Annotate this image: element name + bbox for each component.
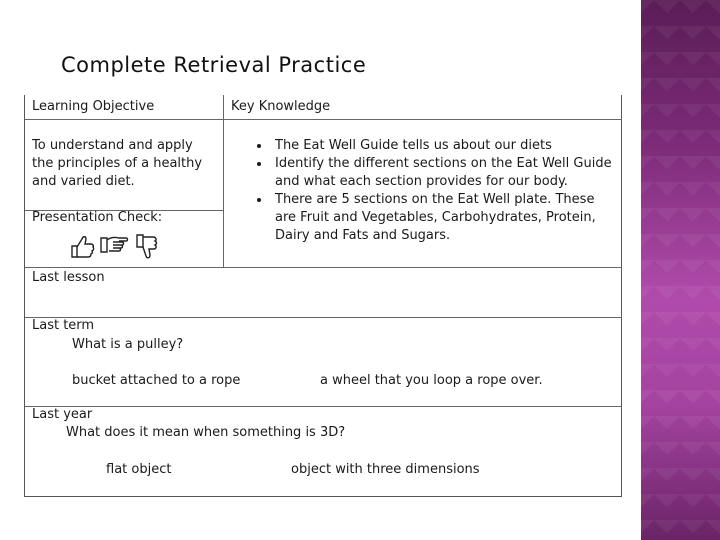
thumbs-sideways-icon bbox=[99, 232, 129, 262]
decorative-side-bar bbox=[641, 0, 720, 540]
learning-objective-header: Learning Objective bbox=[32, 99, 155, 114]
column-divider bbox=[223, 95, 224, 268]
presentation-check-header: Presentation Check: bbox=[32, 210, 163, 225]
last-term-option-b: a wheel that you loop a rope over. bbox=[320, 373, 543, 388]
last-year-option-b: object with three dimensions bbox=[291, 462, 480, 477]
last-term-question: What is a pulley? bbox=[72, 337, 184, 352]
last-term-label: Last term bbox=[32, 318, 95, 333]
last-term-option-a: bucket attached to a rope bbox=[72, 373, 241, 388]
row-divider bbox=[25, 267, 622, 268]
last-lesson-label: Last lesson bbox=[32, 270, 105, 285]
learning-objective-text: To understand and apply the principles of a healthy and varied diet. bbox=[32, 138, 203, 189]
row-divider bbox=[25, 406, 622, 407]
slide-title: Complete Retrieval Practice bbox=[61, 53, 367, 77]
last-year-label: Last year bbox=[32, 407, 93, 422]
key-knowledge-header: Key Knowledge bbox=[231, 99, 331, 114]
key-knowledge-item: • The Eat Well Guide tells us about our diets bbox=[271, 137, 619, 155]
presentation-check-icons bbox=[69, 232, 159, 262]
thumbs-down-icon bbox=[133, 232, 159, 262]
row-divider bbox=[25, 317, 622, 318]
key-knowledge-item: • Identify the different sections on the Eat Well Guide and what each section provides for our body. bbox=[271, 155, 619, 191]
retrieval-practice-table bbox=[24, 95, 622, 497]
key-knowledge-list bbox=[251, 137, 619, 245]
key-knowledge-item: • There are 5 sections on the Eat Well plate. These are Fruit and Vegetables, Carbohydrates, Protein, Dairy and Fats and Sugars. bbox=[271, 191, 619, 245]
thumbs-up-icon bbox=[69, 232, 95, 262]
last-year-option-a: flat object bbox=[106, 462, 172, 477]
row-divider bbox=[25, 119, 622, 120]
last-year-question: What does it mean when something is 3D? bbox=[66, 425, 346, 440]
